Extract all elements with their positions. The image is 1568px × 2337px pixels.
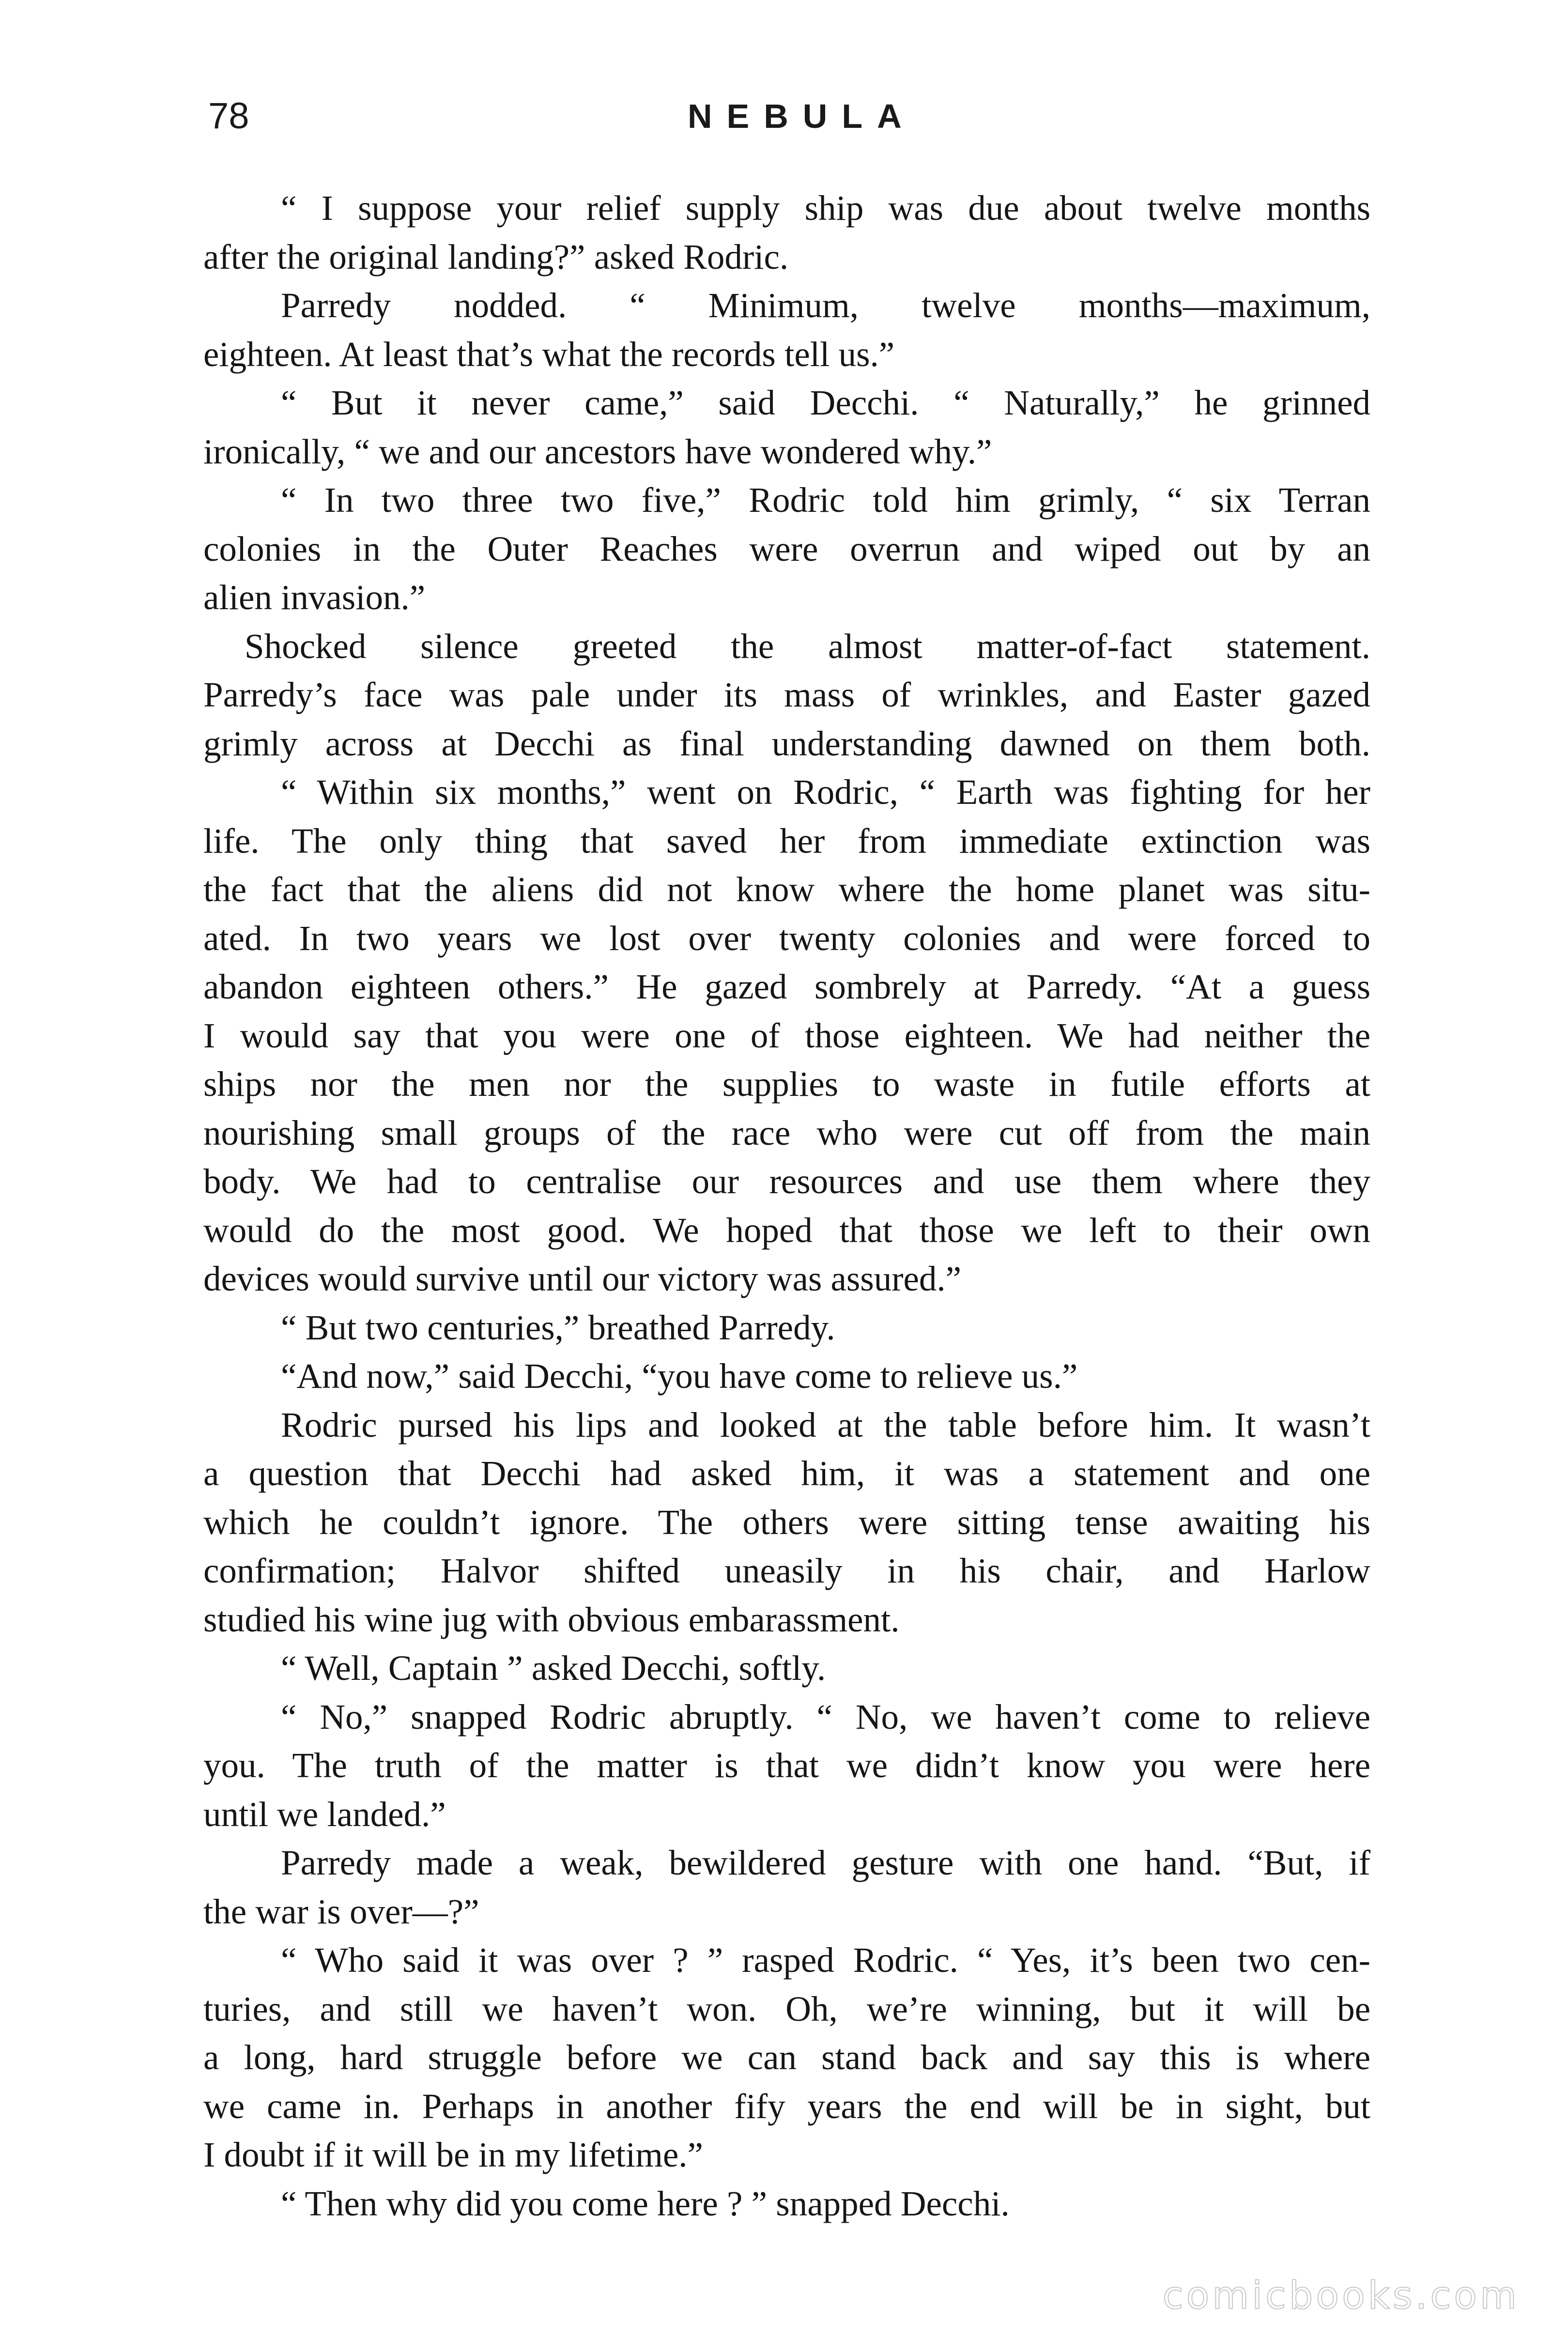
text-line: ironically, “ we and our ancestors have wondered why.” [203, 431, 992, 471]
text-line: after the original landing?” asked Rodric. [203, 237, 789, 277]
text-line: body. We had to centralise our resources and use them where they [203, 1162, 1370, 1201]
text-line: I would say that you were one of those eighteen. We had neither the [203, 1015, 1370, 1055]
text-line: Parredy’s face was pale under its mass of wrinkles, and Easter gazed [203, 675, 1370, 714]
text-line: “ Within six months,” went on Rodric, “ Earth was fighting for her [281, 772, 1370, 812]
text-line: “ But it never came,” said Decchi. “ Naturally,” he grinned [281, 383, 1370, 422]
text-line: grimly across at Decchi as final understanding dawned on them both. [203, 723, 1370, 763]
text-line: ships nor the men nor the supplies to waste in futile efforts at [203, 1064, 1370, 1104]
text-line: a long, hard struggle before we can stand back and say this is where [203, 2038, 1370, 2077]
text-line: “ Well, Captain ” asked Decchi, softly. [281, 1648, 826, 1688]
running-head: NEBULA [688, 97, 916, 135]
text-line: eighteen. At least that’s what the records tell us.” [203, 334, 895, 374]
text-line: a question that Decchi had asked him, it was a statement and one [203, 1454, 1370, 1493]
text-line: which he couldn’t ignore. The others were sitting tense awaiting his [203, 1502, 1370, 1542]
text-line: you. The truth of the matter is that we didn’t know you were here [203, 1746, 1370, 1785]
text-line: “ Who said it was over ? ” rasped Rodric. “ Yes, it’s been two cen- [281, 1940, 1370, 1980]
text-line: “ No,” snapped Rodric abruptly. “ No, we haven’t come to relieve [281, 1697, 1370, 1737]
text-line: the war is over—?” [203, 1891, 479, 1931]
text-line: “ I suppose your relief supply ship was due about twelve months [281, 188, 1370, 228]
watermark-text: comicbooks.com [1162, 2274, 1520, 2318]
text-line: “And now,” said Decchi, “you have come to relieve us.” [281, 1356, 1078, 1396]
text-line: Parredy nodded. “ Minimum, twelve months—maximum, [281, 286, 1370, 325]
text-line: Parredy made a weak, bewildered gesture with one hand. “But, if [281, 1843, 1370, 1882]
text-line: would do the most good. We hoped that those we left to their own [203, 1210, 1370, 1250]
body-text [203, 184, 1370, 2228]
text-line: studied his wine jug with obvious embarassment. [203, 1599, 900, 1639]
text-line: confirmation; Halvor shifted uneasily in his chair, and Harlow [203, 1551, 1370, 1590]
text-line: alien invasion.” [203, 578, 426, 617]
text-line: life. The only thing that saved her from immediate extinction was [203, 821, 1370, 861]
text-line: “ Then why did you come here ? ” snapped Decchi. [281, 2183, 1010, 2223]
text-line: abandon eighteen others.” He gazed sombrely at Parredy. “At a guess [203, 967, 1370, 1006]
text-line: I doubt if it will be in my lifetime.” [203, 2135, 703, 2174]
text-line: ated. In two years we lost over twenty colonies and were forced to [203, 918, 1370, 958]
text-line: until we landed.” [203, 1794, 446, 1834]
text-line: we came in. Perhaps in another fify years the end will be in sight, but [203, 2086, 1370, 2126]
text-line: Shocked silence greeted the almost matter-of-fact statement. [245, 626, 1370, 666]
text-line: the fact that the aliens did not know where the home planet was situ- [203, 870, 1370, 909]
page-number: 78 [208, 95, 249, 137]
text-line: nourishing small groups of the race who were cut off from the main [203, 1113, 1370, 1153]
text-line: Rodric pursed his lips and looked at the table before him. It wasn’t [281, 1405, 1370, 1445]
text-line: colonies in the Outer Reaches were overrun and wiped out by an [203, 529, 1370, 569]
text-line: turies, and still we haven’t won. Oh, we’re winning, but it will be [203, 1989, 1370, 2029]
text-line: “ In two three two five,” Rodric told him grimly, “ six Terran [281, 480, 1370, 520]
text-line: devices would survive until our victory was assured.” [203, 1259, 962, 1298]
text-line: “ But two centuries,” breathed Parredy. [281, 1307, 835, 1347]
